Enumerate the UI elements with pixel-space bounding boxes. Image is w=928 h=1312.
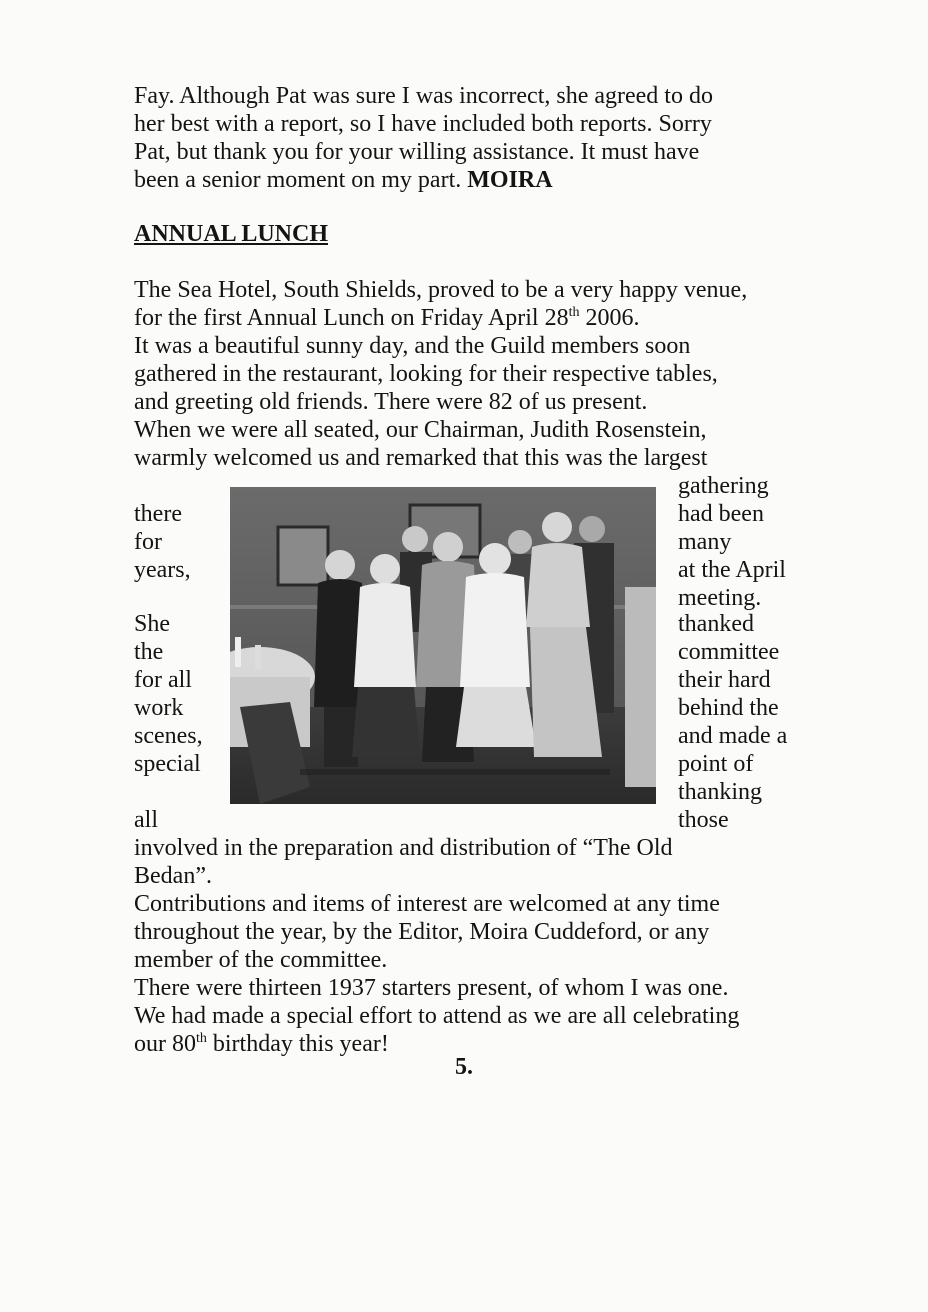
intro-line-1: Fay. Although Pat was sure I was incorrect, she agreed to do (134, 83, 713, 109)
wrap-right-13: those (678, 807, 729, 833)
wrap-left-4: She (134, 611, 170, 637)
body-line-6: When we were all seated, our Chairman, Judith Rosenstein, (134, 417, 707, 443)
body-line-2b: 2006. (579, 305, 640, 331)
body-line-7: warmly welcomed us and remarked that this was the largest (134, 445, 708, 471)
body-line-3: It was a beautiful sunny day, and the Guild members soon (134, 333, 691, 359)
wrap-left-10: all (134, 807, 158, 833)
body-line-5: and greeting old friends. There were 82 of us present. (134, 389, 648, 415)
wrap-right-1: gathering (678, 473, 769, 499)
ordinal-suffix: th (568, 305, 580, 320)
wrap-left-2: for (134, 529, 162, 555)
wrap-right-7: committee (678, 639, 780, 665)
wrap-left-6: for all (134, 667, 192, 693)
end-line-2: Bedan”. (134, 863, 212, 889)
end-line-4: throughout the year, by the Editor, Moira Cuddeford, or any (134, 919, 710, 945)
page-number: 5. (455, 1054, 473, 1080)
final-ordinal: th (196, 1031, 207, 1046)
section-heading: ANNUAL LUNCH (134, 221, 329, 247)
body-line-1: The Sea Hotel, South Shields, proved to be a very happy venue, (134, 277, 748, 303)
wrap-right-10: and made a (678, 723, 788, 749)
end-line-8 (134, 1030, 389, 1058)
final-a: our 80 (134, 1031, 196, 1057)
wrap-right-8: their hard (678, 667, 771, 693)
signature: MOIRA (467, 167, 553, 193)
end-line-6: There were thirteen 1937 starters present, of whom I was one. (134, 975, 729, 1001)
wrap-left-9: special (134, 751, 201, 777)
end-line-5: member of the committee. (134, 947, 388, 973)
intro-line-4 (134, 166, 553, 194)
wrap-left-5: the (134, 639, 164, 665)
final-b: birthday this year! (206, 1031, 389, 1057)
intro-last-line: been a senior moment on my part. (134, 167, 462, 193)
group-photo (230, 487, 656, 804)
wrap-left-1: there (134, 501, 182, 527)
body-line-4: gathered in the restaurant, looking for their respective tables, (134, 361, 718, 387)
wrap-right-5: meeting. (678, 585, 762, 611)
wrap-right-3: many (678, 529, 732, 555)
body-line-2 (134, 304, 640, 332)
wrap-right-11: point of (678, 751, 754, 777)
wrap-left-8: scenes, (134, 723, 203, 749)
end-line-1: involved in the preparation and distribution of “The Old (134, 835, 673, 861)
wrap-right-2: had been (678, 501, 764, 527)
wrap-right-6: thanked (678, 611, 754, 637)
body-line-2a: for the first Annual Lunch on Friday April 28 (134, 305, 569, 331)
wrap-right-4: at the April (678, 557, 786, 583)
intro-line-2: her best with a report, so I have included both reports. Sorry (134, 111, 712, 137)
wrap-left-3: years, (134, 557, 191, 583)
end-line-7: We had made a special effort to attend as we are all celebrating (134, 1003, 740, 1029)
wrap-right-12: thanking (678, 779, 762, 805)
wrap-right-9: behind the (678, 695, 779, 721)
group-photo-image (230, 487, 656, 804)
intro-line-3: Pat, but thank you for your willing assistance. It must have (134, 139, 700, 165)
wrap-left-7: work (134, 695, 184, 721)
end-line-3: Contributions and items of interest are welcomed at any time (134, 891, 720, 917)
